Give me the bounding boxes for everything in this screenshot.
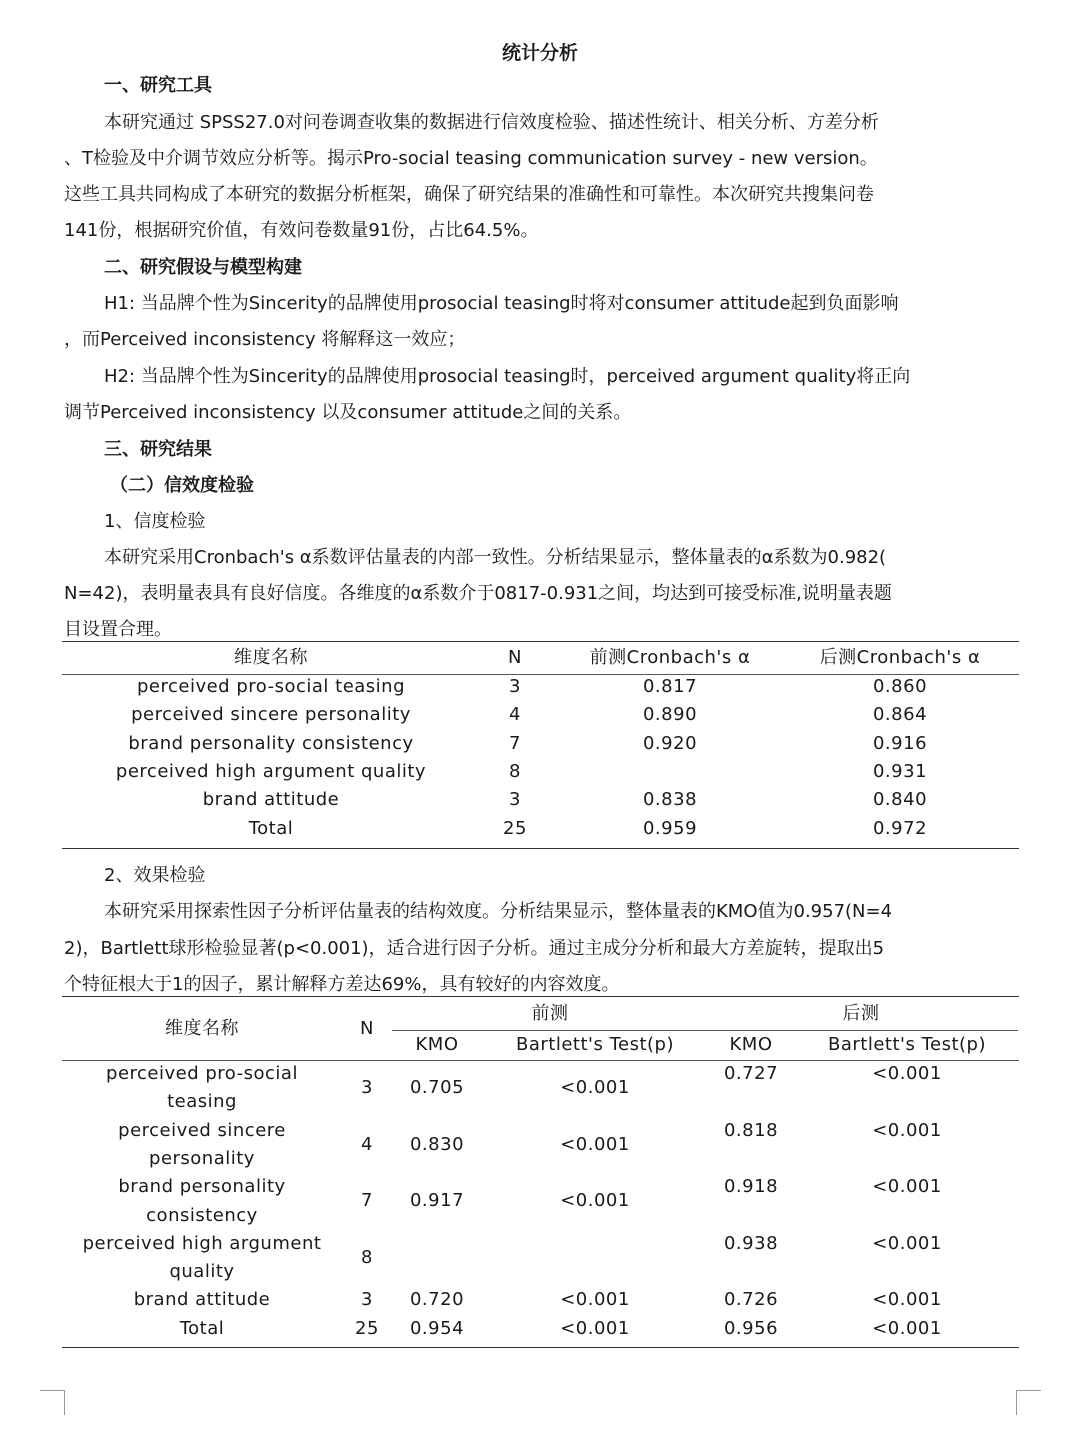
table-cell: 0.720 xyxy=(409,1289,465,1310)
paragraph-line: 目设置合理。 xyxy=(64,619,172,640)
table-cell: 0.918 xyxy=(723,1176,779,1197)
table-cell: 0.916 xyxy=(872,733,928,754)
table-cell-name: brand personality xyxy=(118,1176,286,1197)
reliability-heading: 1、信度检验 xyxy=(104,511,206,532)
table-rule-group xyxy=(392,1030,1018,1031)
table-rule-bottom xyxy=(62,848,1019,849)
table-cell: 25 xyxy=(355,1318,379,1339)
subsection-heading: （二）信效度检验 xyxy=(110,475,254,496)
hypothesis-h1: H1: 当品牌个性为Sincerity的品牌使用prosocial teasing时将对consumer attitude起到负面影响 xyxy=(104,293,899,314)
table-header-kmo-post: KMO xyxy=(729,1034,773,1055)
table-cell: 7 xyxy=(361,1190,373,1211)
table-cell: <0.001 xyxy=(872,1120,942,1141)
table-cell: perceived pro-social teasing xyxy=(136,676,406,697)
hypothesis-h2: H2: 当品牌个性为Sincerity的品牌使用prosocial teasing时，perceived argument quality将正向 xyxy=(104,366,911,387)
table-header-pretest: 前测 xyxy=(531,1003,569,1024)
table-cell: perceived high argument quality xyxy=(115,761,427,782)
table-cell: 0.840 xyxy=(872,789,928,810)
table-cell-name: perceived pro-social xyxy=(106,1063,298,1084)
page-corner-mark-right xyxy=(1016,1390,1041,1415)
table-cell-name-cont: teasing xyxy=(167,1091,237,1112)
table-cell-name: perceived sincere xyxy=(118,1120,286,1141)
paragraph-line: 、T检验及中介调节效应分析等。揭示Pro-social teasing communication survey - new version。 xyxy=(64,148,878,169)
table-cell: Total xyxy=(248,818,294,839)
hypothesis-h1-cont: ，而Perceived inconsistency 将解释这一效应； xyxy=(64,329,466,350)
table-cell: <0.001 xyxy=(872,1063,942,1084)
table-header-dimension: 维度名称 xyxy=(165,1018,239,1039)
table-cell: perceived sincere personality xyxy=(131,704,411,725)
table-rule-bottom xyxy=(62,1347,1019,1348)
table-cell: <0.001 xyxy=(872,1233,942,1254)
section-heading-results: 三、研究结果 xyxy=(104,439,212,460)
table-cell: 4 xyxy=(361,1134,373,1155)
table-cell: 0.864 xyxy=(872,704,928,725)
validity-heading: 2、效果检验 xyxy=(104,865,206,886)
table-cell: brand personality consistency xyxy=(128,733,414,754)
paragraph-line: 本研究采用Cronbach's α系数评估量表的内部一致性。分析结果显示，整体量表的α系数为0.982( xyxy=(104,547,887,568)
doc-title: 统计分析 xyxy=(501,42,578,64)
table-cell: 0.954 xyxy=(409,1318,465,1339)
table-rule-top xyxy=(62,641,1019,642)
table-cell: 3 xyxy=(361,1077,373,1098)
table-header-n: N xyxy=(508,647,522,668)
table-cell-name: perceived high argument xyxy=(82,1233,322,1254)
table-cell: 0.956 xyxy=(723,1318,779,1339)
section-heading-hypotheses: 二、研究假设与模型构建 xyxy=(104,257,302,278)
table-cell: 0.830 xyxy=(409,1134,465,1155)
table-cell: 0.890 xyxy=(642,704,698,725)
paragraph-line: 本研究通过 SPSS27.0对问卷调查收集的数据进行信效度检验、描述性统计、相关分析、方差分析 xyxy=(104,112,879,133)
table-cell: <0.001 xyxy=(872,1176,942,1197)
table-cell-name-cont: quality xyxy=(169,1261,235,1282)
table-cell: 0.959 xyxy=(642,818,698,839)
table-cell: 0.972 xyxy=(872,818,928,839)
table-header-post-alpha: 后测Cronbach's α xyxy=(819,647,981,668)
table-cell: 0.838 xyxy=(642,789,698,810)
table-cell: <0.001 xyxy=(560,1190,630,1211)
table-cell: 0.938 xyxy=(723,1233,779,1254)
table-cell: 0.726 xyxy=(723,1289,779,1310)
paragraph-line: 本研究采用探索性因子分析评估量表的结构效度。分析结果显示，整体量表的KMO值为0.957(N=4 xyxy=(104,901,893,922)
section-heading-tools: 一、研究工具 xyxy=(104,75,212,96)
table-cell: <0.001 xyxy=(872,1318,942,1339)
table-cell-name: brand attitude xyxy=(133,1289,271,1310)
table-cell-name: Total xyxy=(179,1318,225,1339)
table-cell: 0.727 xyxy=(723,1063,779,1084)
paragraph-line: N=42)，表明量表具有良好信度。各维度的α系数介于0817-0.931之间，均达到可接受标准,说明量表题 xyxy=(64,583,892,604)
table-cell: <0.001 xyxy=(560,1289,630,1310)
table-cell: <0.001 xyxy=(872,1289,942,1310)
table-cell: 4 xyxy=(509,704,521,725)
table-cell-name-cont: consistency xyxy=(146,1205,258,1226)
table-cell: 8 xyxy=(509,761,521,782)
table-header-pre-alpha: 前测Cronbach's α xyxy=(589,647,751,668)
table-rule-header xyxy=(62,1060,1019,1061)
table-header-n: N xyxy=(360,1018,374,1039)
table-header-kmo-pre: KMO xyxy=(415,1034,459,1055)
paragraph-line: 141份，根据研究价值，有效问卷数量91份，占比64.5%。 xyxy=(64,220,539,241)
table-cell: 25 xyxy=(503,818,527,839)
table-cell: 8 xyxy=(361,1247,373,1268)
table-header-bartlett-pre: Bartlett's Test(p) xyxy=(516,1034,674,1055)
table-cell: <0.001 xyxy=(560,1134,630,1155)
table-header-posttest: 后测 xyxy=(842,1003,880,1024)
table-cell: 0.920 xyxy=(642,733,698,754)
table-cell: brand attitude xyxy=(202,789,340,810)
table-header-dimension: 维度名称 xyxy=(234,647,308,668)
paragraph-line: 这些工具共同构成了本研究的数据分析框架，确保了研究结果的准确性和可靠性。本次研究共搜集问卷 xyxy=(64,184,874,205)
paragraph-line: 个特征根大于1的因子，累计解释方差达69%，具有较好的内容效度。 xyxy=(64,974,620,995)
table-header-bartlett-post: Bartlett's Test(p) xyxy=(828,1034,986,1055)
table-cell: 3 xyxy=(509,789,521,810)
table-rule-top xyxy=(62,996,1019,997)
table-cell: <0.001 xyxy=(560,1077,630,1098)
table-cell: 0.818 xyxy=(723,1120,779,1141)
table-cell-name-cont: personality xyxy=(149,1148,255,1169)
table-cell: <0.001 xyxy=(560,1318,630,1339)
table-cell: 0.817 xyxy=(642,676,698,697)
table-cell: 3 xyxy=(509,676,521,697)
hypothesis-h2-cont: 调节Perceived inconsistency 以及consumer attitude之间的关系。 xyxy=(64,402,632,423)
table-cell: 0.931 xyxy=(872,761,928,782)
table-cell: 0.705 xyxy=(409,1077,465,1098)
paragraph-line: 2)，Bartlett球形检验显著(p<0.001)，适合进行因子分析。通过主成分分析和最大方差旋转，提取出5 xyxy=(64,938,885,959)
page-corner-mark-left xyxy=(40,1390,65,1415)
table-cell: 7 xyxy=(509,733,521,754)
table-cell: 0.860 xyxy=(872,676,928,697)
table-cell: 3 xyxy=(361,1289,373,1310)
table-cell: 0.917 xyxy=(409,1190,465,1211)
